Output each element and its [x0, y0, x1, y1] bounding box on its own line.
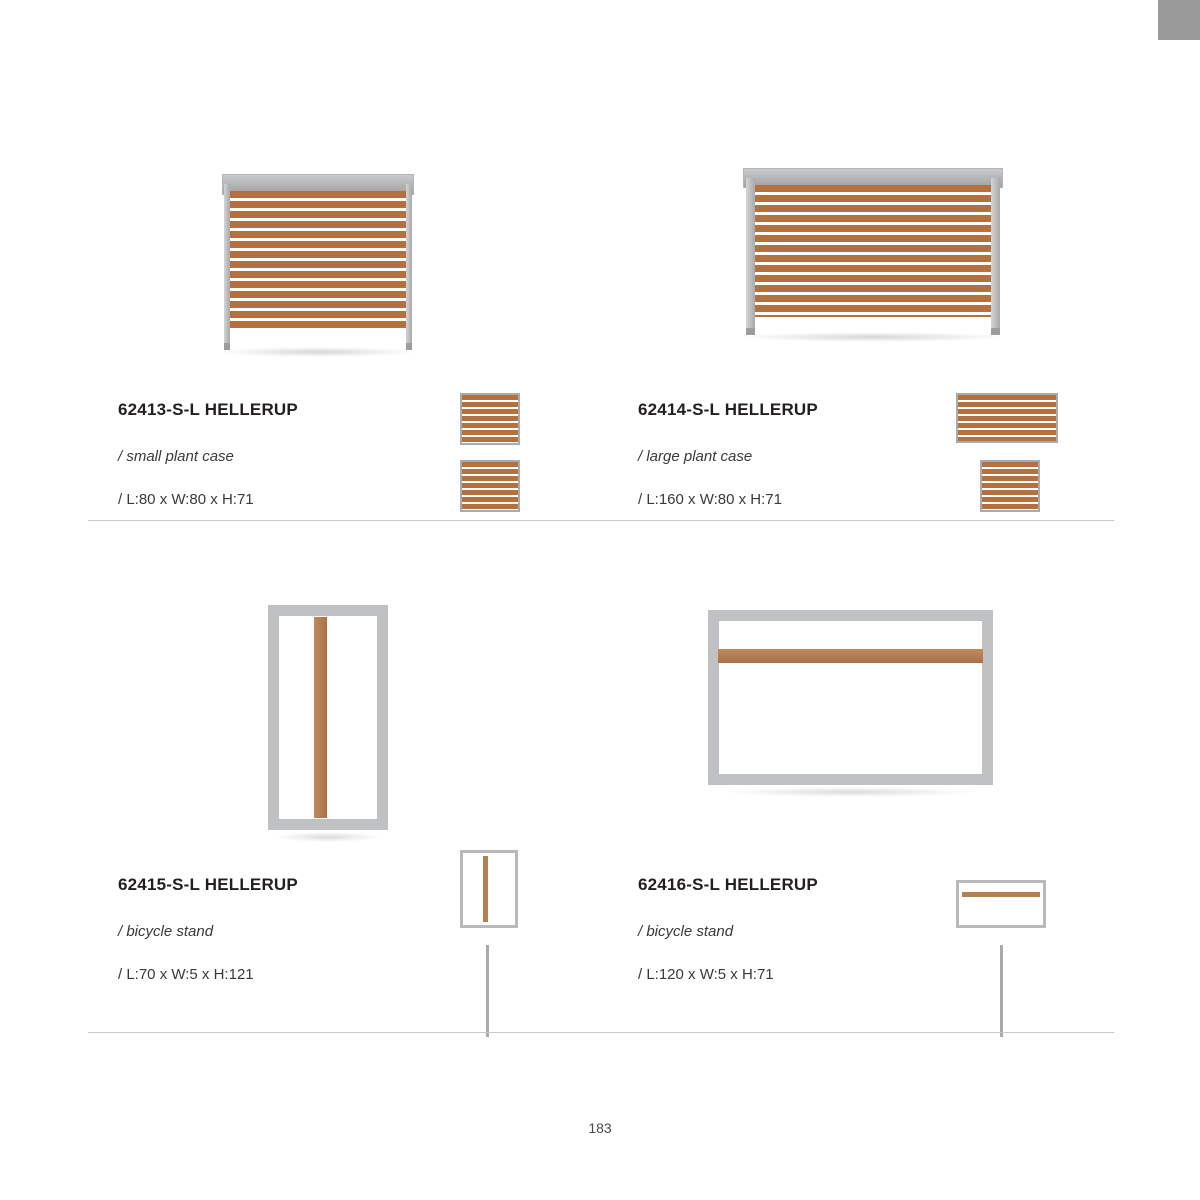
product-code: 62415-S-L HELLERUP — [118, 875, 298, 894]
product-description: / bicycle stand — [638, 923, 734, 940]
product-info-62414 — [638, 400, 998, 534]
product-image-small-plant-case — [218, 170, 418, 345]
product-row-2 — [0, 545, 1200, 1035]
thumbnail-side-elevation — [980, 460, 1040, 512]
product-code: 62413-S-L HELLERUP — [118, 400, 298, 419]
section-divider-1 — [88, 520, 1114, 521]
thumbnail-side-elevation — [486, 945, 489, 1037]
stand-wood-rail — [314, 617, 327, 818]
planter-wood-slats — [228, 191, 408, 331]
product-dimensions: / L:80 x W:80 x H:71 — [118, 491, 254, 508]
product-code: 62416-S-L HELLERUP — [638, 875, 818, 894]
planter-post-right — [406, 184, 412, 345]
section-divider-2 — [88, 1032, 1114, 1033]
planter-post-left — [746, 178, 755, 330]
page-number: 183 — [588, 1120, 612, 1136]
thumbnail-front-elevation — [956, 393, 1058, 443]
stand-wood-rail — [718, 649, 983, 663]
thumbnail-front-elevation — [460, 393, 520, 445]
planter-wood-slats — [752, 185, 995, 317]
drop-shadow — [738, 332, 1008, 342]
product-description: / bicycle stand — [118, 923, 214, 940]
product-dimensions: / L:70 x W:5 x H:121 — [118, 966, 254, 983]
product-info-62413 — [118, 400, 478, 534]
thumbnail-wood-rail — [962, 892, 1040, 897]
thumbnail-front-elevation — [460, 850, 518, 928]
drop-shadow — [218, 347, 418, 357]
thumbnail-front-elevation — [956, 880, 1046, 928]
product-info-62415 — [118, 875, 478, 1009]
product-dimensions: / L:120 x W:5 x H:71 — [638, 966, 774, 983]
planter-body — [738, 165, 1008, 330]
product-info-62416 — [638, 875, 998, 1009]
thumbnail-wood-rail — [483, 856, 488, 922]
product-image-bicycle-stand-tall — [268, 605, 388, 830]
product-cell-62415[interactable] — [88, 545, 608, 1035]
product-code: 62414-S-L HELLERUP — [638, 400, 818, 419]
drop-shadow — [725, 787, 976, 797]
thumbnail-side-elevation — [1000, 945, 1003, 1037]
product-row-1 — [0, 60, 1200, 520]
product-dimensions: / L:160 x W:80 x H:71 — [638, 491, 782, 508]
product-cell-62416[interactable] — [608, 545, 1128, 1035]
product-image-bicycle-stand-wide — [708, 610, 993, 785]
planter-post-left — [224, 184, 230, 345]
stand-metal-frame — [268, 605, 388, 830]
product-description: / small plant case — [118, 448, 234, 465]
planter-body — [218, 170, 418, 345]
drop-shadow — [275, 832, 381, 842]
stand-metal-frame — [708, 610, 993, 785]
product-cell-62414[interactable] — [608, 60, 1128, 520]
product-cell-62413[interactable] — [88, 60, 608, 520]
product-description: / large plant case — [638, 448, 753, 465]
planter-post-right — [991, 178, 1000, 330]
product-image-large-plant-case — [738, 165, 1008, 330]
thumbnail-side-elevation — [460, 460, 520, 512]
